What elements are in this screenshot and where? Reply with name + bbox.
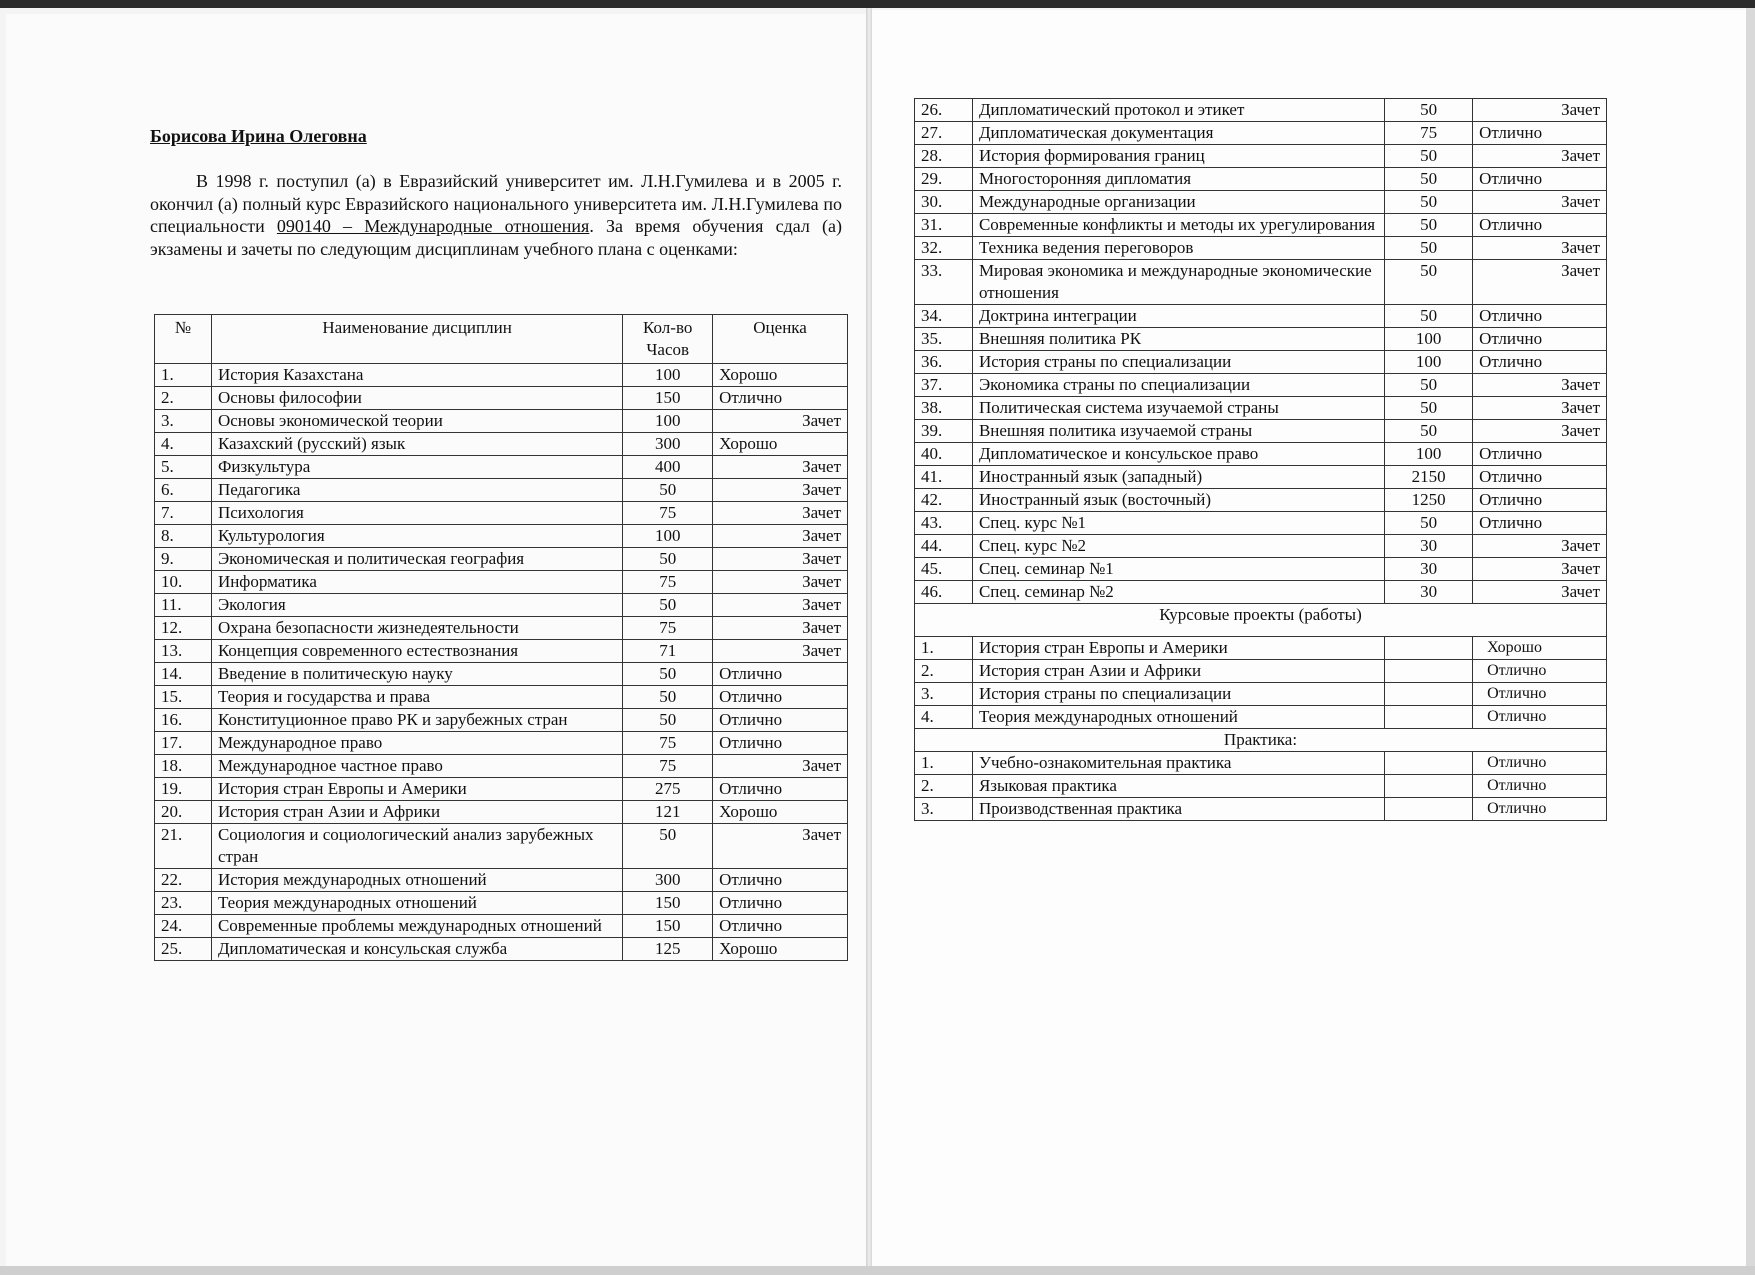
discipline-name: История стран Азии и Африки (211, 801, 622, 824)
discipline-name: Физкультура (211, 456, 622, 479)
grade-cell: Отлично (713, 732, 848, 755)
grade-cell: Отлично (713, 387, 848, 410)
hours-cell: 71 (623, 640, 713, 663)
discipline-name: Дипломатический протокол и этикет (972, 99, 1384, 122)
row-number: 2. (155, 387, 212, 410)
discipline-name: Многосторонняя дипломатия (972, 168, 1384, 191)
hours-cell: 50 (623, 479, 713, 502)
grade-cell: Отлично (1473, 305, 1607, 328)
table-row (915, 214, 1607, 237)
row-number: 19. (155, 778, 212, 801)
discipline-name: Введение в политическую науку (211, 663, 622, 686)
col-header-grade: Оценка (713, 315, 848, 364)
row-number: 35. (915, 328, 973, 351)
discipline-name: Основы философии (211, 387, 622, 410)
grade-cell: Отлично (1473, 168, 1607, 191)
grade-cell: Отлично (1473, 351, 1607, 374)
table-row (155, 594, 848, 617)
table-row (155, 755, 848, 778)
table-row (915, 558, 1607, 581)
grade-cell: Отлично (713, 892, 848, 915)
hours-cell: 75 (623, 502, 713, 525)
hours-cell: 50 (623, 548, 713, 571)
scan-right-edge (1746, 8, 1755, 1275)
grade-cell: Зачет (713, 640, 848, 663)
table-row (155, 640, 848, 663)
discipline-name: Теория международных отношений (211, 892, 622, 915)
table-row (915, 237, 1607, 260)
row-number: 14. (155, 663, 212, 686)
grade-cell: Отлично (1473, 798, 1607, 821)
row-number: 3. (915, 683, 973, 706)
discipline-name: История стран Европы и Америки (211, 778, 622, 801)
grade-cell: Зачет (713, 824, 848, 869)
row-number: 1. (155, 364, 212, 387)
scan-top-border (0, 0, 1755, 8)
grade-cell: Хорошо (713, 801, 848, 824)
row-number: 4. (915, 706, 973, 729)
grades-table-right (914, 98, 1607, 821)
section-header-row (915, 604, 1607, 637)
row-number: 44. (915, 535, 973, 558)
row-number: 25. (155, 938, 212, 961)
hours-cell: 150 (623, 915, 713, 938)
row-number: 5. (155, 456, 212, 479)
grade-cell: Отлично (713, 663, 848, 686)
grades-table-left (154, 314, 848, 961)
row-number: 6. (155, 479, 212, 502)
hours-cell (1385, 775, 1473, 798)
grade-cell: Зачет (1473, 374, 1607, 397)
grade-cell: Отлично (713, 709, 848, 732)
table-row (155, 525, 848, 548)
row-number: 32. (915, 237, 973, 260)
discipline-name: Теория международных отношений (972, 706, 1384, 729)
row-number: 8. (155, 525, 212, 548)
discipline-name: Экономика страны по специализации (972, 374, 1384, 397)
table-row (915, 305, 1607, 328)
hours-cell: 50 (623, 686, 713, 709)
discipline-name: Современные проблемы международных отношений (211, 915, 622, 938)
table-row (915, 706, 1607, 729)
discipline-name: Теория и государства и права (211, 686, 622, 709)
hours-cell: 30 (1385, 535, 1473, 558)
hours-cell: 75 (623, 755, 713, 778)
table-row (915, 122, 1607, 145)
discipline-name: Экономическая и политическая география (211, 548, 622, 571)
table-row (155, 915, 848, 938)
row-number: 27. (915, 122, 973, 145)
table-row (915, 420, 1607, 443)
hours-cell: 100 (623, 525, 713, 548)
grade-cell: Хорошо (713, 433, 848, 456)
discipline-name: Культурология (211, 525, 622, 548)
table-row (915, 660, 1607, 683)
table-row (155, 364, 848, 387)
hours-cell: 50 (623, 594, 713, 617)
table-header-row (155, 315, 848, 364)
grade-cell: Отлично (1473, 443, 1607, 466)
discipline-name: Охрана безопасности жизнедеятельности (211, 617, 622, 640)
hours-cell (1385, 752, 1473, 775)
table-row (155, 801, 848, 824)
discipline-name: Дипломатическая и консульская служба (211, 938, 622, 961)
discipline-name: Педагогика (211, 479, 622, 502)
hours-cell: 75 (623, 571, 713, 594)
col-header-hours: Кол-во Часов (623, 315, 713, 364)
row-number: 46. (915, 581, 973, 604)
discipline-name: Экология (211, 594, 622, 617)
discipline-name: Конституционное право РК и зарубежных стран (211, 709, 622, 732)
hours-cell: 50 (623, 709, 713, 732)
table-row (915, 512, 1607, 535)
hours-cell: 50 (1385, 191, 1473, 214)
discipline-name: Спец. семинар №2 (972, 581, 1384, 604)
table-row (155, 869, 848, 892)
hours-cell: 1250 (1385, 489, 1473, 512)
row-number: 12. (155, 617, 212, 640)
grade-cell: Зачет (1473, 397, 1607, 420)
intro-text-1: В 1998 г. поступил (а) в Евразийский университет им. Л.Н.Гумилева и в 2005 г. окончил (а) полный курс Евразийского национального университета им. Л.Н.Гумилева по специальности (150, 171, 842, 236)
hours-cell: 2150 (1385, 466, 1473, 489)
hours-cell: 100 (1385, 351, 1473, 374)
table-row (915, 683, 1607, 706)
row-number: 40. (915, 443, 973, 466)
hours-cell: 50 (623, 824, 713, 869)
grade-cell: Зачет (713, 617, 848, 640)
grade-cell: Зачет (1473, 260, 1607, 305)
hours-cell: 50 (1385, 374, 1473, 397)
discipline-name: Доктрина интеграции (972, 305, 1384, 328)
grade-cell: Зачет (713, 525, 848, 548)
hours-cell: 400 (623, 456, 713, 479)
row-number: 1. (915, 752, 973, 775)
intro-text-2: . За время обучения сдал (а) экзамены и зачеты по следующим дисциплинам учебного плана с оценками: (150, 216, 842, 259)
table-row (155, 778, 848, 801)
row-number: 37. (915, 374, 973, 397)
discipline-name: Информатика (211, 571, 622, 594)
practice-body (915, 752, 1607, 821)
hours-cell: 300 (623, 433, 713, 456)
row-number: 31. (915, 214, 973, 237)
grade-cell: Зачет (713, 548, 848, 571)
grade-cell: Зачет (1473, 191, 1607, 214)
table-row (915, 99, 1607, 122)
grade-cell: Зачет (713, 755, 848, 778)
discipline-name: Внешняя политика РК (972, 328, 1384, 351)
hours-cell: 100 (623, 364, 713, 387)
discipline-name: Языковая практика (972, 775, 1384, 798)
table-row (915, 466, 1607, 489)
grade-cell: Хорошо (1473, 637, 1607, 660)
row-number: 30. (915, 191, 973, 214)
hours-cell: 30 (1385, 558, 1473, 581)
grade-cell: Отлично (1473, 683, 1607, 706)
table-row (915, 145, 1607, 168)
row-number: 22. (155, 869, 212, 892)
table-row (155, 433, 848, 456)
hours-cell: 150 (623, 892, 713, 915)
grade-cell: Зачет (713, 456, 848, 479)
row-number: 15. (155, 686, 212, 709)
table-row (915, 535, 1607, 558)
row-number: 3. (915, 798, 973, 821)
row-number: 42. (915, 489, 973, 512)
table-row (155, 548, 848, 571)
hours-cell: 75 (623, 732, 713, 755)
discipline-name: Внешняя политика изучаемой страны (972, 420, 1384, 443)
hours-cell: 50 (1385, 260, 1473, 305)
discipline-name: Иностранный язык (западный) (972, 466, 1384, 489)
grade-cell: Хорошо (713, 938, 848, 961)
row-number: 26. (915, 99, 973, 122)
hours-cell: 50 (1385, 420, 1473, 443)
discipline-name: Социология и социологический анализ зарубежных стран (211, 824, 622, 869)
discipline-name: Концепция современного естествознания (211, 640, 622, 663)
discipline-name: История Казахстана (211, 364, 622, 387)
hours-cell: 275 (623, 778, 713, 801)
course-projects-body (915, 637, 1607, 729)
grade-cell: Зачет (1473, 99, 1607, 122)
row-number: 23. (155, 892, 212, 915)
table-row (155, 571, 848, 594)
discipline-name: Психология (211, 502, 622, 525)
hours-cell: 100 (1385, 328, 1473, 351)
grade-cell: Хорошо (713, 364, 848, 387)
row-number: 38. (915, 397, 973, 420)
grade-cell: Зачет (713, 479, 848, 502)
row-number: 29. (915, 168, 973, 191)
hours-cell: 75 (1385, 122, 1473, 145)
row-number: 39. (915, 420, 973, 443)
table-row (155, 709, 848, 732)
hours-cell: 150 (623, 387, 713, 410)
discipline-name: Мировая экономика и международные экономические отношения (972, 260, 1384, 305)
table-row (915, 581, 1607, 604)
row-number: 36. (915, 351, 973, 374)
table-row (155, 732, 848, 755)
grade-cell: Отлично (1473, 660, 1607, 683)
hours-cell: 100 (1385, 443, 1473, 466)
row-number: 45. (915, 558, 973, 581)
grade-cell: Зачет (713, 410, 848, 433)
discipline-name: Спец. семинар №1 (972, 558, 1384, 581)
discipline-name: Спец. курс №1 (972, 512, 1384, 535)
specialty-text: 090140 – Международные отношения (276, 216, 590, 236)
discipline-name: История формирования границ (972, 145, 1384, 168)
table-row (915, 775, 1607, 798)
grade-cell: Отлично (713, 915, 848, 938)
row-number: 28. (915, 145, 973, 168)
hours-cell (1385, 706, 1473, 729)
row-number: 34. (915, 305, 973, 328)
discipline-name: Современные конфликты и методы их урегулирования (972, 214, 1384, 237)
scan-bottom-edge (0, 1266, 1755, 1275)
table-row (155, 617, 848, 640)
hours-cell: 50 (1385, 145, 1473, 168)
discipline-name: Казахский (русский) язык (211, 433, 622, 456)
table-row (155, 663, 848, 686)
row-number: 4. (155, 433, 212, 456)
discipline-name: Спец. курс №2 (972, 535, 1384, 558)
hours-cell (1385, 798, 1473, 821)
hours-cell: 50 (1385, 305, 1473, 328)
grade-cell: Отлично (713, 686, 848, 709)
discipline-name: Учебно-ознакомительная практика (972, 752, 1384, 775)
row-number: 13. (155, 640, 212, 663)
row-number: 18. (155, 755, 212, 778)
row-number: 10. (155, 571, 212, 594)
table-row (155, 938, 848, 961)
discipline-name: История международных отношений (211, 869, 622, 892)
hours-cell: 50 (1385, 99, 1473, 122)
table-row (915, 374, 1607, 397)
discipline-name: Политическая система изучаемой страны (972, 397, 1384, 420)
col-header-number: № (155, 315, 212, 364)
grade-cell: Зачет (1473, 420, 1607, 443)
grade-cell: Отлично (1473, 328, 1607, 351)
row-number: 1. (915, 637, 973, 660)
discipline-name: Дипломатическая документация (972, 122, 1384, 145)
table-row (915, 260, 1607, 305)
course-projects-title: Курсовые проекты (работы) (915, 604, 1607, 637)
hours-cell: 100 (623, 410, 713, 433)
grade-cell: Отлично (713, 869, 848, 892)
hours-cell: 50 (1385, 237, 1473, 260)
grade-cell: Зачет (713, 594, 848, 617)
discipline-name: История страны по специализации (972, 683, 1384, 706)
hours-cell: 50 (1385, 512, 1473, 535)
row-number: 7. (155, 502, 212, 525)
hours-cell: 121 (623, 801, 713, 824)
table-row (155, 824, 848, 869)
table-row (915, 798, 1607, 821)
table-row (915, 168, 1607, 191)
hours-cell: 50 (1385, 214, 1473, 237)
grades-body-left (155, 364, 848, 961)
col-header-discipline: Наименование дисциплин (211, 315, 622, 364)
discipline-name: История стран Европы и Америки (972, 637, 1384, 660)
hours-cell: 300 (623, 869, 713, 892)
row-number: 33. (915, 260, 973, 305)
discipline-name: Иностранный язык (восточный) (972, 489, 1384, 512)
table-row (915, 351, 1607, 374)
row-number: 9. (155, 548, 212, 571)
grade-cell: Отлично (1473, 214, 1607, 237)
row-number: 24. (155, 915, 212, 938)
grade-cell: Отлично (1473, 752, 1607, 775)
practice-section (915, 729, 1607, 752)
grade-cell: Зачет (1473, 237, 1607, 260)
table-row (155, 456, 848, 479)
discipline-name: Производственная практика (972, 798, 1384, 821)
grade-cell: Зачет (1473, 535, 1607, 558)
table-row (915, 328, 1607, 351)
row-number: 43. (915, 512, 973, 535)
hours-cell: 50 (623, 663, 713, 686)
hours-cell: 50 (1385, 397, 1473, 420)
hours-cell (1385, 660, 1473, 683)
discipline-name: Дипломатическое и консульское право (972, 443, 1384, 466)
grade-cell: Отлично (1473, 466, 1607, 489)
row-number: 21. (155, 824, 212, 869)
table-row (915, 752, 1607, 775)
row-number: 11. (155, 594, 212, 617)
grade-cell: Зачет (1473, 145, 1607, 168)
discipline-name: Техника ведения переговоров (972, 237, 1384, 260)
student-name: Борисова Ирина Олеговна (150, 126, 367, 146)
table-row (155, 387, 848, 410)
hours-cell: 50 (1385, 168, 1473, 191)
grade-cell: Зачет (713, 502, 848, 525)
discipline-name: Международное частное право (211, 755, 622, 778)
grade-cell: Отлично (713, 778, 848, 801)
grade-cell: Зачет (1473, 581, 1607, 604)
row-number: 2. (915, 775, 973, 798)
table-row (155, 892, 848, 915)
hours-cell: 75 (623, 617, 713, 640)
row-number: 20. (155, 801, 212, 824)
table-row (155, 410, 848, 433)
table-row (915, 397, 1607, 420)
discipline-name: История стран Азии и Африки (972, 660, 1384, 683)
intro-paragraph (150, 170, 842, 260)
discipline-name: Международное право (211, 732, 622, 755)
row-number: 16. (155, 709, 212, 732)
row-number: 17. (155, 732, 212, 755)
hours-cell: 125 (623, 938, 713, 961)
hours-cell (1385, 683, 1473, 706)
hours-cell: 30 (1385, 581, 1473, 604)
hours-cell (1385, 637, 1473, 660)
discipline-name: История страны по специализации (972, 351, 1384, 374)
course-projects-section (915, 604, 1607, 637)
row-number: 3. (155, 410, 212, 433)
grade-cell: Отлично (1473, 512, 1607, 535)
table-row (155, 502, 848, 525)
discipline-name: Международные организации (972, 191, 1384, 214)
grade-cell: Зачет (713, 571, 848, 594)
grades-body-right (915, 99, 1607, 604)
grade-cell: Отлично (1473, 122, 1607, 145)
grade-cell: Зачет (1473, 558, 1607, 581)
grade-cell: Отлично (1473, 706, 1607, 729)
discipline-name: Основы экономической теории (211, 410, 622, 433)
table-row (915, 637, 1607, 660)
table-row (915, 191, 1607, 214)
grade-cell: Отлично (1473, 775, 1607, 798)
practice-title: Практика: (915, 729, 1607, 752)
row-number: 41. (915, 466, 973, 489)
table-row (915, 443, 1607, 466)
table-row (155, 686, 848, 709)
row-number: 2. (915, 660, 973, 683)
grade-cell: Отлично (1473, 489, 1607, 512)
table-row (155, 479, 848, 502)
table-row (915, 489, 1607, 512)
section-header-row (915, 729, 1607, 752)
